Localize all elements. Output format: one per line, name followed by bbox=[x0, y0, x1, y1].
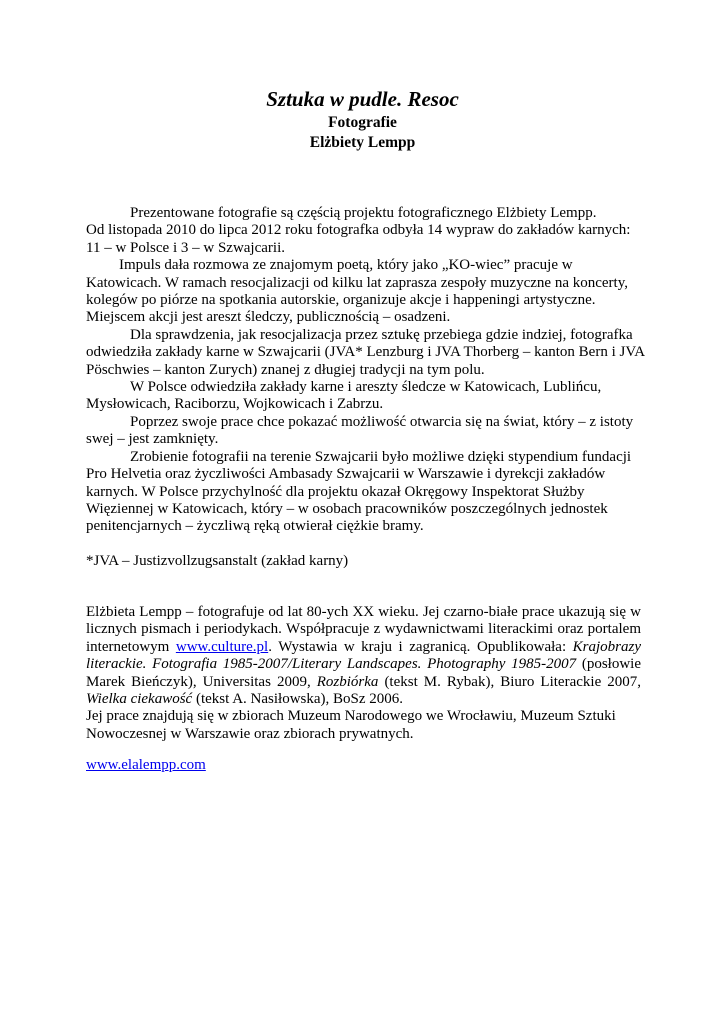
culture-link[interactable]: www.culture.pl bbox=[175, 638, 269, 655]
body-line: Zrobienie fotografii na terenie Szwajcarii było możliwe dzięki stypendium fundacji bbox=[130, 448, 632, 465]
bio-line bbox=[86, 691, 641, 708]
bio-line: Jej prace znajdują się w zbiorach Muzeum Narodowego we Wrocławiu, Muzeum Sztuki bbox=[86, 708, 616, 725]
document-subtitle: Fotografie bbox=[328, 114, 397, 131]
body-line: Poprzez swoje prace chce pokazać możliwość otwarcia się na świat, który – z istoty bbox=[130, 413, 634, 430]
document-author-line: Elżbiety Lempp bbox=[309, 134, 416, 151]
body-line: Prezentowane fotografie są częścią projektu fotograficznego Elżbiety Lempp. bbox=[130, 205, 597, 221]
body-line: W Polsce odwiedziła zakłady karne i areszty śledcze w Katowicach, Lublińcu, bbox=[130, 379, 602, 396]
body-line: 11 – w Polsce i 3 – w Szwajcarii. bbox=[86, 239, 285, 256]
body-line: Dla sprawdzenia, jak resocjalizacja przez sztukę przebiega gdzie indziej, fotografka bbox=[130, 326, 633, 343]
body-text bbox=[86, 205, 646, 536]
body-line: Miejscem akcji jest areszt śledczy, publicznością – osadzeni. bbox=[86, 309, 451, 326]
bio-text: Marek Bieńczyk), Universitas 2009, bbox=[86, 673, 311, 690]
body-line: Pöschwies – kanton Zurych) znanej z długiej tradycji na tym polu. bbox=[86, 361, 485, 378]
bio-line bbox=[86, 674, 641, 691]
bio-text: (posłowie bbox=[581, 656, 642, 673]
body-line: penitencjarnych – życzliwą ręką otwierał ciężkie bramy. bbox=[86, 518, 424, 535]
body-line: odwiedziła zakłady karne w Szwajcarii (JVA* Lenzburg i JVA Thorberg – kanton Bern i JVA bbox=[86, 344, 646, 361]
body-line: karnych. W Polsce przychylność dla projektu okazał Okręgowy Inspektorat Służby bbox=[86, 483, 585, 500]
book-title: Wielka ciekawość bbox=[86, 691, 193, 708]
body-line: Pro Helvetia oraz życzliwości Ambasady Szwajcarii w Warszawie i dyrekcji zakładów bbox=[86, 466, 606, 483]
author-bio bbox=[86, 604, 641, 743]
book-title: literackie. Fotografia 1985-2007/Literary Landscapes. Photography 1985-2007 bbox=[86, 656, 577, 673]
body-line: Mysłowicach, Raciborzu, Wojkowicach i Zabrzu. bbox=[86, 396, 384, 413]
bio-line bbox=[86, 656, 641, 673]
body-line: swej – jest zamknięty. bbox=[86, 431, 219, 448]
book-title: Krajobrazy bbox=[572, 638, 641, 655]
website-link[interactable]: www.elalempp.com bbox=[86, 757, 206, 773]
body-line: Więziennej w Katowicach, który – w osobach pracowników poszczególnych jednostek bbox=[86, 500, 608, 517]
body-line: Od listopada 2010 do lipca 2012 roku fotografka odbyła 14 wypraw do zakładów karnych: bbox=[86, 222, 631, 239]
bio-text: (tekst A. Nasiłowska), BoSz 2006. bbox=[195, 691, 404, 708]
bio-text: internetowym bbox=[86, 638, 170, 655]
bio-line: Elżbieta Lempp – fotografuje od lat 80-ych XX wieku. Jej czarno-białe prace ukazują się w bbox=[86, 604, 641, 620]
footnote: *JVA – Justizvollzugsanstalt (zakład karny) bbox=[86, 553, 349, 569]
bio-line bbox=[86, 639, 641, 656]
website-link-wrap bbox=[86, 757, 206, 774]
bio-line: Nowoczesnej w Warszawie oraz zbiorach prywatnych. bbox=[86, 725, 414, 742]
body-line: Impuls dała rozmowa ze znajomym poetą, który jako „KO-wiec” pracuje w bbox=[119, 257, 573, 274]
bio-text: . Wystawia w kraju i zagranicą. Opublikowała: bbox=[268, 638, 567, 655]
book-title: Rozbiórka bbox=[316, 673, 379, 690]
bio-line: licznych pismach i periodykach. Współpracuje z wydawnictwami literackimi oraz portalem bbox=[86, 621, 641, 638]
body-line: Katowicach. W ramach resocjalizacji od kilku lat zaprasza zespoły muzyczne na koncerty, bbox=[86, 274, 628, 291]
document-title: Sztuka w pudle. Resoc bbox=[266, 87, 459, 111]
body-line: kolegów po piórze na spotkania autorskie, organizuje akcje i happeningi artystyczne. bbox=[86, 292, 596, 309]
bio-text: (tekst M. Rybak), Biuro Literackie 2007, bbox=[384, 673, 642, 690]
